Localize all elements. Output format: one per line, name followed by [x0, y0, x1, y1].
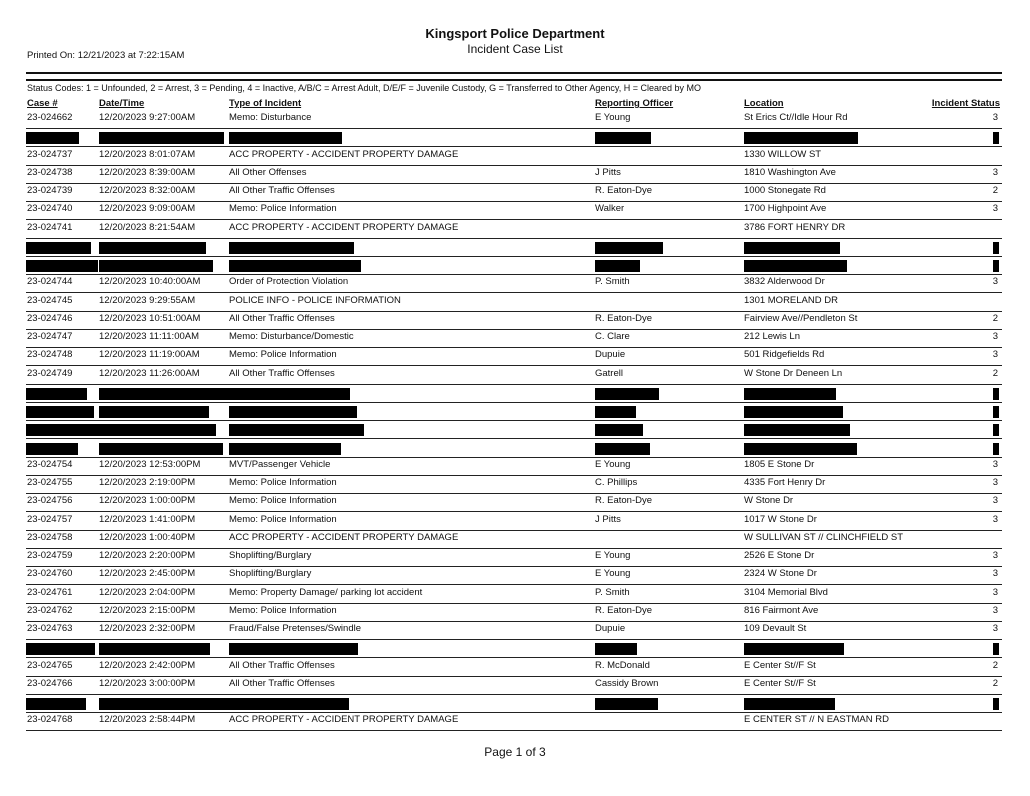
- status-codes-legend: Status Codes: 1 = Unfounded, 2 = Arrest, 3 = Pending, 4 = Inactive, A/B/C = Arrest Adult, D/E/F = Juvenile Custody, G = Transferred to Other Agency, H = Cleared by MO: [27, 83, 702, 93]
- case-number-cell: 23-024755: [27, 477, 73, 488]
- incident-status-cell: 2: [992, 185, 998, 196]
- redaction-bar: [229, 443, 341, 455]
- location-cell: 2526 E Stone Dr: [744, 550, 815, 561]
- redaction-bar: [744, 443, 857, 455]
- date-time-cell: 12/20/2023 2:42:00PM: [99, 659, 196, 671]
- case-number-cell: 23-024746: [27, 312, 73, 324]
- location-cell: E Center St//F St: [744, 659, 816, 671]
- page-number: Page 1 of 3: [484, 745, 546, 759]
- date-time-cell: 12/20/2023 2:32:00PM: [99, 623, 196, 634]
- table-row: [26, 274, 1002, 293]
- location-cell: 2324 W Stone Dr: [744, 568, 817, 580]
- date-time-cell: 12/20/2023 8:39:00AM: [99, 166, 196, 178]
- location-cell: W Stone Dr Deneen Ln: [744, 367, 843, 379]
- location-cell: E CENTER ST // N EASTMAN RD: [744, 714, 889, 726]
- case-number-cell: 23-024737: [27, 148, 73, 160]
- reporting-officer-cell: R. McDonald: [595, 659, 650, 671]
- redaction-bar: [99, 443, 223, 455]
- incident-type-cell: ACC PROPERTY - ACCIDENT PROPERTY DAMAGE: [229, 714, 459, 726]
- redaction-bar: [744, 424, 850, 436]
- redaction-bar: [595, 698, 658, 710]
- location-cell: 1017 W Stone Dr: [744, 513, 817, 525]
- location-cell: 1000 Stonegate Rd: [744, 185, 826, 196]
- redaction-bar: [993, 406, 999, 418]
- location-cell: 1700 Highpoint Ave: [744, 203, 827, 215]
- incident-type-cell: All Other Traffic Offenses: [229, 659, 335, 671]
- case-number-cell: 23-024768: [27, 714, 73, 726]
- incident-status-cell: 3: [992, 513, 998, 525]
- redacted-row: [26, 420, 1002, 439]
- redaction-bar: [744, 643, 844, 655]
- case-number-cell: 23-024761: [27, 586, 73, 598]
- location-cell: 501 Ridgefields Rd: [744, 349, 825, 361]
- incident-status-cell: 3: [992, 349, 998, 361]
- location-cell: 1330 WILLOW ST: [744, 148, 822, 160]
- case-number-cell: 23-024762: [27, 604, 73, 616]
- redaction-bar: [229, 388, 350, 400]
- redaction-bar: [99, 698, 231, 710]
- redaction-bar: [229, 132, 342, 144]
- case-number-cell: 23-024756: [27, 495, 73, 507]
- location-cell: St Erics Ct//Idle Hour Rd: [744, 112, 848, 123]
- redacted-row: [26, 238, 1002, 257]
- location-cell: E Center St//F St: [744, 677, 816, 689]
- incident-status-cell: 3: [992, 568, 998, 580]
- redaction-bar: [26, 643, 95, 655]
- reporting-officer-cell: J Pitts: [595, 166, 621, 178]
- table-row: [26, 530, 1002, 549]
- case-number-cell: 23-024740: [27, 203, 73, 215]
- location-cell: 3786 FORT HENRY DR: [744, 221, 846, 233]
- date-time-cell: 12/20/2023 11:19:00AM: [99, 349, 200, 361]
- reporting-officer-cell: R. Eaton-Dye: [595, 185, 653, 196]
- incident-type-cell: Memo: Police Information: [229, 495, 337, 507]
- table-row: [26, 621, 1002, 640]
- redaction-bar: [993, 132, 999, 144]
- case-number-cell: 23-024739: [27, 185, 73, 196]
- location-cell: 816 Fairmont Ave: [744, 604, 819, 616]
- redaction-bar: [744, 406, 843, 418]
- redaction-bar: [99, 406, 209, 418]
- col-header-location: Location: [744, 98, 784, 109]
- incident-status-cell: 2: [992, 677, 998, 689]
- redaction-bar: [993, 260, 999, 272]
- redaction-bar: [595, 260, 640, 272]
- redaction-bar: [595, 443, 650, 455]
- table-row: [26, 347, 1002, 366]
- incident-status-cell: 3: [992, 604, 998, 616]
- location-cell: 1805 E Stone Dr: [744, 458, 815, 470]
- case-number-cell: 23-024763: [27, 623, 73, 634]
- table-row: [26, 603, 1002, 622]
- redaction-bar: [26, 260, 98, 272]
- case-number-cell: 23-024741: [27, 221, 73, 233]
- location-cell: 3832 Alderwood Dr: [744, 276, 825, 288]
- incident-type-cell: Memo: Police Information: [229, 203, 337, 215]
- location-cell: Fairview Ave//Pendleton St: [744, 312, 858, 324]
- col-header-type: Type of Incident: [229, 98, 302, 109]
- incident-status-cell: 3: [992, 112, 998, 123]
- printed-on-text: Printed On: 12/21/2023 at 7:22:15AM: [27, 50, 185, 61]
- incident-type-cell: All Other Traffic Offenses: [229, 312, 335, 324]
- incident-type-cell: Fraud/False Pretenses/Swindle: [229, 623, 362, 634]
- table-row: [26, 676, 1002, 695]
- redaction-bar: [229, 424, 364, 436]
- table-row: [26, 147, 1002, 166]
- reporting-officer-cell: Dupuie: [595, 349, 626, 361]
- date-time-cell: 12/20/2023 2:20:00PM: [99, 550, 196, 561]
- date-time-cell: 12/20/2023 11:11:00AM: [99, 331, 200, 342]
- redaction-bar: [744, 242, 840, 254]
- date-time-cell: 12/20/2023 1:00:00PM: [99, 495, 196, 507]
- col-header-case: Case #: [27, 98, 58, 109]
- incident-type-cell: All Other Offenses: [229, 166, 307, 178]
- col-header-status: Incident Status: [931, 98, 1000, 109]
- redacted-row: [26, 402, 1002, 421]
- redaction-bar: [229, 643, 358, 655]
- location-cell: 4335 Fort Henry Dr: [744, 477, 826, 488]
- table-row: [26, 475, 1002, 494]
- redaction-bar: [744, 698, 835, 710]
- table-row: [26, 457, 1002, 476]
- table-row: [26, 329, 1002, 348]
- table-row: [26, 366, 1002, 385]
- redaction-bar: [99, 643, 210, 655]
- reporting-officer-cell: Walker: [595, 203, 625, 215]
- case-number-cell: 23-024765: [27, 659, 73, 671]
- incident-status-cell: 3: [992, 495, 998, 507]
- redaction-bar: [595, 424, 643, 436]
- incident-type-cell: Memo: Police Information: [229, 477, 337, 488]
- incident-type-cell: POLICE INFO - POLICE INFORMATION: [229, 294, 401, 306]
- table-row: [26, 311, 1002, 330]
- date-time-cell: 12/20/2023 1:41:00PM: [99, 513, 196, 525]
- table-row: [26, 293, 1002, 312]
- redaction-bar: [595, 388, 659, 400]
- redaction-bar: [993, 242, 999, 254]
- reporting-officer-cell: P. Smith: [595, 276, 630, 288]
- incident-status-cell: 3: [992, 586, 998, 598]
- location-cell: W Stone Dr: [744, 495, 794, 507]
- table-row: [26, 585, 1002, 604]
- case-number-cell: 23-024744: [27, 276, 73, 288]
- case-number-cell: 23-024748: [27, 349, 73, 361]
- reporting-officer-cell: Gatrell: [595, 367, 623, 379]
- reporting-officer-cell: R. Eaton-Dye: [595, 312, 653, 324]
- redaction-bar: [744, 388, 836, 400]
- table-row: [26, 493, 1002, 512]
- incident-type-cell: Shoplifting/Burglary: [229, 568, 312, 580]
- date-time-cell: 12/20/2023 8:32:00AM: [99, 185, 196, 196]
- incident-status-cell: 3: [992, 550, 998, 561]
- case-number-cell: 23-024738: [27, 166, 73, 178]
- department-title: Kingsport Police Department: [425, 26, 605, 41]
- incident-status-cell: 3: [992, 458, 998, 470]
- location-cell: 3104 Memorial Blvd: [744, 586, 828, 598]
- date-time-cell: 12/20/2023 11:26:00AM: [99, 367, 200, 379]
- date-time-cell: 12/20/2023 9:09:00AM: [99, 203, 196, 215]
- reporting-officer-cell: J Pitts: [595, 513, 621, 525]
- table-row: [26, 658, 1002, 677]
- date-time-cell: 12/20/2023 1:00:40PM: [99, 531, 196, 543]
- case-number-cell: 23-024759: [27, 550, 73, 561]
- case-number-cell: 23-024662: [27, 112, 73, 123]
- date-time-cell: 12/20/2023 10:51:00AM: [99, 312, 201, 324]
- incident-type-cell: All Other Traffic Offenses: [229, 367, 335, 379]
- redacted-row: [26, 256, 1002, 275]
- header-rule-top: [26, 72, 1002, 74]
- date-time-cell: 12/20/2023 10:40:00AM: [99, 276, 201, 288]
- redaction-bar: [26, 406, 94, 418]
- reporting-officer-cell: R. Eaton-Dye: [595, 495, 653, 507]
- reporting-officer-cell: Cassidy Brown: [595, 677, 659, 689]
- redaction-bar: [99, 260, 213, 272]
- case-number-cell: 23-024745: [27, 294, 73, 306]
- redaction-bar: [229, 406, 357, 418]
- col-header-officer: Reporting Officer: [595, 98, 674, 109]
- redaction-bar: [26, 443, 78, 455]
- incident-status-cell: 2: [992, 659, 998, 671]
- incident-type-cell: All Other Traffic Offenses: [229, 185, 335, 196]
- location-cell: W SULLIVAN ST // CLINCHFIELD ST: [744, 531, 904, 543]
- redaction-bar: [229, 242, 354, 254]
- table-row: [26, 548, 1002, 567]
- incident-type-cell: MVT/Passenger Vehicle: [229, 458, 331, 470]
- redaction-bar: [26, 242, 91, 254]
- case-number-cell: 23-024754: [27, 458, 73, 470]
- incident-status-cell: 2: [992, 367, 998, 379]
- redaction-bar: [993, 443, 999, 455]
- redacted-row: [26, 694, 1002, 713]
- case-number-cell: 23-024749: [27, 367, 73, 379]
- incident-type-cell: Memo: Property Damage/ parking lot accident: [229, 586, 423, 598]
- table-row: [26, 110, 1002, 129]
- table-row: [26, 165, 1002, 184]
- incident-type-cell: ACC PROPERTY - ACCIDENT PROPERTY DAMAGE: [229, 531, 459, 543]
- redaction-bar: [99, 132, 224, 144]
- incident-status-cell: 3: [992, 331, 998, 342]
- date-time-cell: 12/20/2023 2:15:00PM: [99, 604, 196, 616]
- case-number-cell: 23-024757: [27, 513, 73, 525]
- incident-type-cell: Order of Protection Violation: [229, 276, 349, 288]
- table-row: [26, 201, 1002, 220]
- report-subtitle: Incident Case List: [467, 42, 563, 56]
- date-time-cell: 12/20/2023 9:27:00AM: [99, 112, 196, 123]
- redacted-row: [26, 384, 1002, 403]
- redaction-bar: [744, 260, 847, 272]
- redaction-bar: [26, 132, 79, 144]
- redaction-bar: [993, 424, 999, 436]
- incident-status-cell: 3: [992, 276, 998, 288]
- table-row: [26, 183, 1002, 202]
- location-cell: 1301 MORELAND DR: [744, 294, 838, 306]
- location-cell: 1810 Washington Ave: [744, 166, 836, 178]
- location-cell: 212 Lewis Ln: [744, 331, 800, 342]
- incident-status-cell: 3: [992, 203, 998, 215]
- date-time-cell: 12/20/2023 2:04:00PM: [99, 586, 196, 598]
- incident-type-cell: ACC PROPERTY - ACCIDENT PROPERTY DAMAGE: [229, 221, 459, 233]
- redaction-bar: [229, 260, 361, 272]
- table-row: [26, 712, 1002, 731]
- reporting-officer-cell: E Young: [595, 568, 631, 580]
- table-row: [26, 512, 1002, 531]
- reporting-officer-cell: C. Phillips: [595, 477, 638, 488]
- reporting-officer-cell: E Young: [595, 458, 631, 470]
- reporting-officer-cell: E Young: [595, 112, 631, 123]
- date-time-cell: 12/20/2023 2:45:00PM: [99, 568, 196, 580]
- incident-type-cell: All Other Traffic Offenses: [229, 677, 335, 689]
- date-time-cell: 12/20/2023 8:01:07AM: [99, 148, 196, 160]
- redaction-bar: [26, 698, 86, 710]
- incident-type-cell: ACC PROPERTY - ACCIDENT PROPERTY DAMAGE: [229, 148, 459, 160]
- incident-status-cell: 3: [992, 623, 998, 634]
- date-time-cell: 12/20/2023 8:21:54AM: [99, 221, 196, 233]
- redacted-row: [26, 439, 1002, 458]
- table-row: [26, 566, 1002, 585]
- redaction-bar: [595, 132, 651, 144]
- date-time-cell: 12/20/2023 12:53:00PM: [99, 458, 201, 470]
- date-time-cell: 12/20/2023 3:00:00PM: [99, 677, 196, 689]
- case-number-cell: 23-024760: [27, 568, 73, 580]
- redaction-bar: [744, 132, 858, 144]
- redaction-bar: [595, 643, 637, 655]
- case-number-cell: 23-024747: [27, 331, 73, 342]
- date-time-cell: 12/20/2023 2:58:44PM: [99, 714, 196, 726]
- location-cell: 109 Devault St: [744, 623, 807, 634]
- redaction-bar: [26, 424, 101, 436]
- date-time-cell: 12/20/2023 9:29:55AM: [99, 294, 196, 306]
- redaction-bar: [993, 643, 999, 655]
- incident-type-cell: Memo: Police Information: [229, 349, 337, 361]
- reporting-officer-cell: R. Eaton-Dye: [595, 604, 653, 616]
- reporting-officer-cell: Dupuie: [595, 623, 626, 634]
- redaction-bar: [993, 388, 999, 400]
- incident-type-cell: Memo: Police Information: [229, 604, 337, 616]
- col-header-datetime: Date/Time: [99, 98, 145, 109]
- table-row: [26, 220, 1002, 239]
- incident-type-cell: Memo: Disturbance/Domestic: [229, 331, 354, 342]
- redaction-bar: [595, 406, 636, 418]
- incident-status-cell: 2: [992, 312, 998, 324]
- redaction-bar: [99, 388, 232, 400]
- redaction-bar: [26, 388, 87, 400]
- case-number-cell: 23-024758: [27, 531, 73, 543]
- case-number-cell: 23-024766: [27, 677, 73, 689]
- redaction-bar: [99, 242, 206, 254]
- reporting-officer-cell: P. Smith: [595, 586, 630, 598]
- incident-type-cell: Memo: Police Information: [229, 513, 337, 525]
- incident-status-cell: 3: [992, 166, 998, 178]
- redaction-bar: [993, 698, 999, 710]
- redaction-bar: [99, 424, 216, 436]
- incident-status-cell: 3: [992, 477, 998, 488]
- redaction-bar: [595, 242, 663, 254]
- reporting-officer-cell: E Young: [595, 550, 631, 561]
- reporting-officer-cell: C. Clare: [595, 331, 630, 342]
- redacted-row: [26, 128, 1002, 147]
- date-time-cell: 12/20/2023 2:19:00PM: [99, 477, 196, 488]
- incident-type-cell: Memo: Disturbance: [229, 112, 312, 123]
- header-rule-bottom: [26, 79, 1002, 81]
- redaction-bar: [229, 698, 349, 710]
- redacted-row: [26, 639, 1002, 658]
- incident-type-cell: Shoplifting/Burglary: [229, 550, 312, 561]
